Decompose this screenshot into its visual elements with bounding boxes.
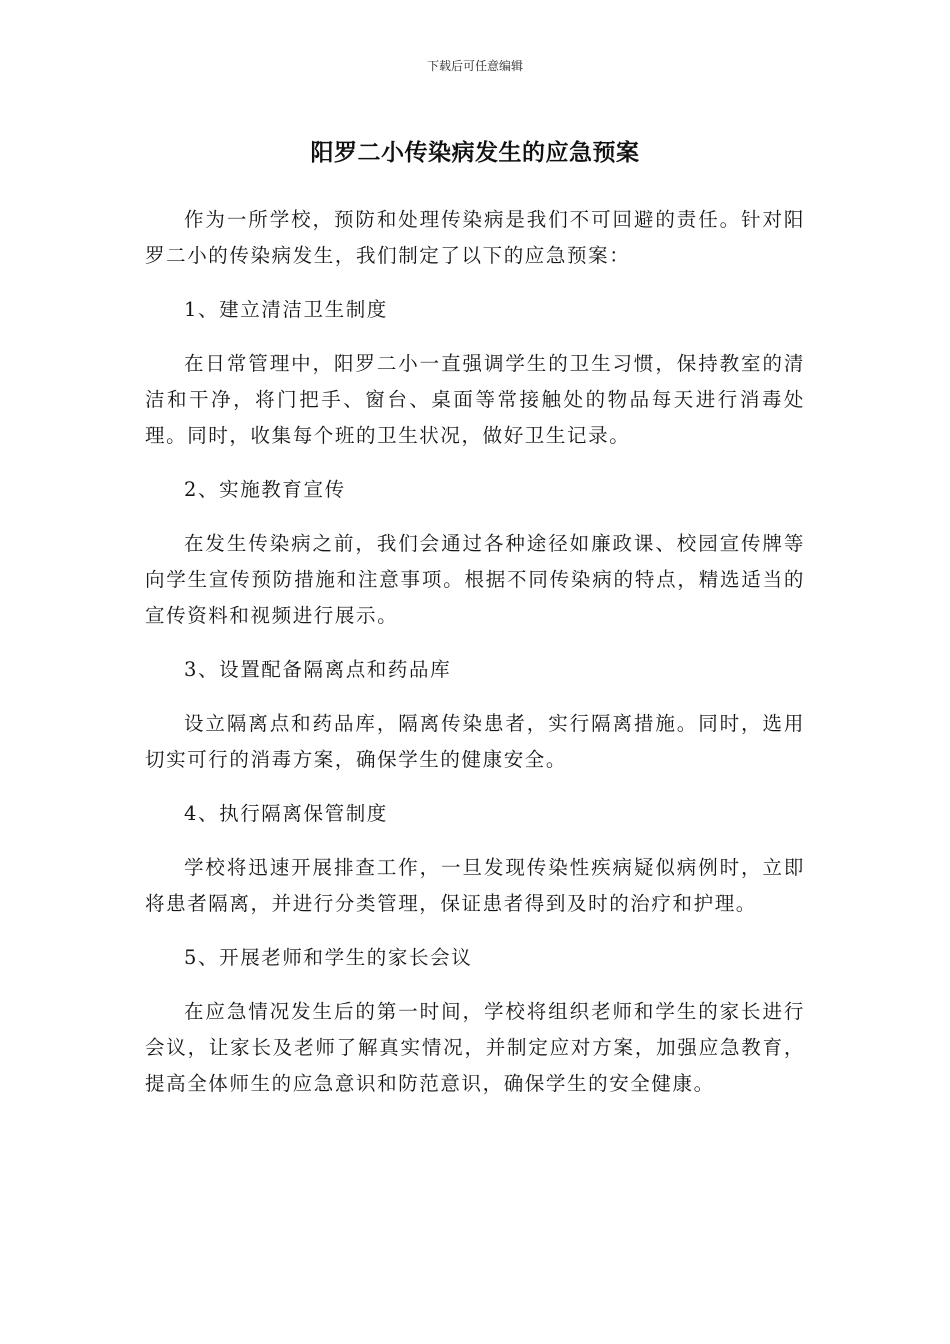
section-heading-1: 1、建立清洁卫生制度 [184, 298, 388, 321]
section-paragraph-4: 学校将迅速开展排查工作，一旦发现传染性疾病疑似病例时，立即将患者隔离，并进行分类管理，保证患者得到及时的治疗和护理。 [145, 856, 805, 915]
section-heading-5: 5、开展老师和学生的家长会议 [184, 946, 473, 969]
section-paragraph-1: 在日常管理中，阳罗二小一直强调学生的卫生习惯，保持教室的清洁和干净，将门把手、窗台、桌面等常接触处的物品每天进行消毒处理。同时，收集每个班的卫生状况，做好卫生记录。 [145, 352, 805, 447]
section-heading-3: 3、设置配备隔离点和药品库 [184, 658, 452, 681]
section-paragraph-3: 设立隔离点和药品库，隔离传染患者，实行隔离措施。同时，选用切实可行的消毒方案，确保学生的健康安全。 [145, 712, 805, 771]
intro-paragraph: 作为一所学校，预防和处理传染病是我们不可回避的责任。针对阳罗二小的传染病发生，我们制定了以下的应急预案： [145, 208, 805, 267]
document-body [145, 202, 805, 1102]
document-title: 阳罗二小传染病发生的应急预案 [310, 140, 640, 166]
section-paragraph-5: 在应急情况发生后的第一时间，学校将组织老师和学生的家长进行会议，让家长及老师了解真实情况，并制定应对方案，加强应急教育，提高全体师生的应急意识和防范意识，确保学生的安全健康。 [145, 1000, 805, 1095]
section-heading-4: 4、执行隔离保管制度 [184, 802, 388, 825]
header-note: 下载后可任意编辑 [426, 59, 523, 73]
section-heading-2: 2、实施教育宣传 [184, 478, 346, 501]
section-paragraph-2: 在发生传染病之前，我们会通过各种途径如廉政课、校园宣传牌等向学生宣传预防措施和注意事项。根据不同传染病的特点，精选适当的宣传资料和视频进行展示。 [145, 532, 805, 627]
